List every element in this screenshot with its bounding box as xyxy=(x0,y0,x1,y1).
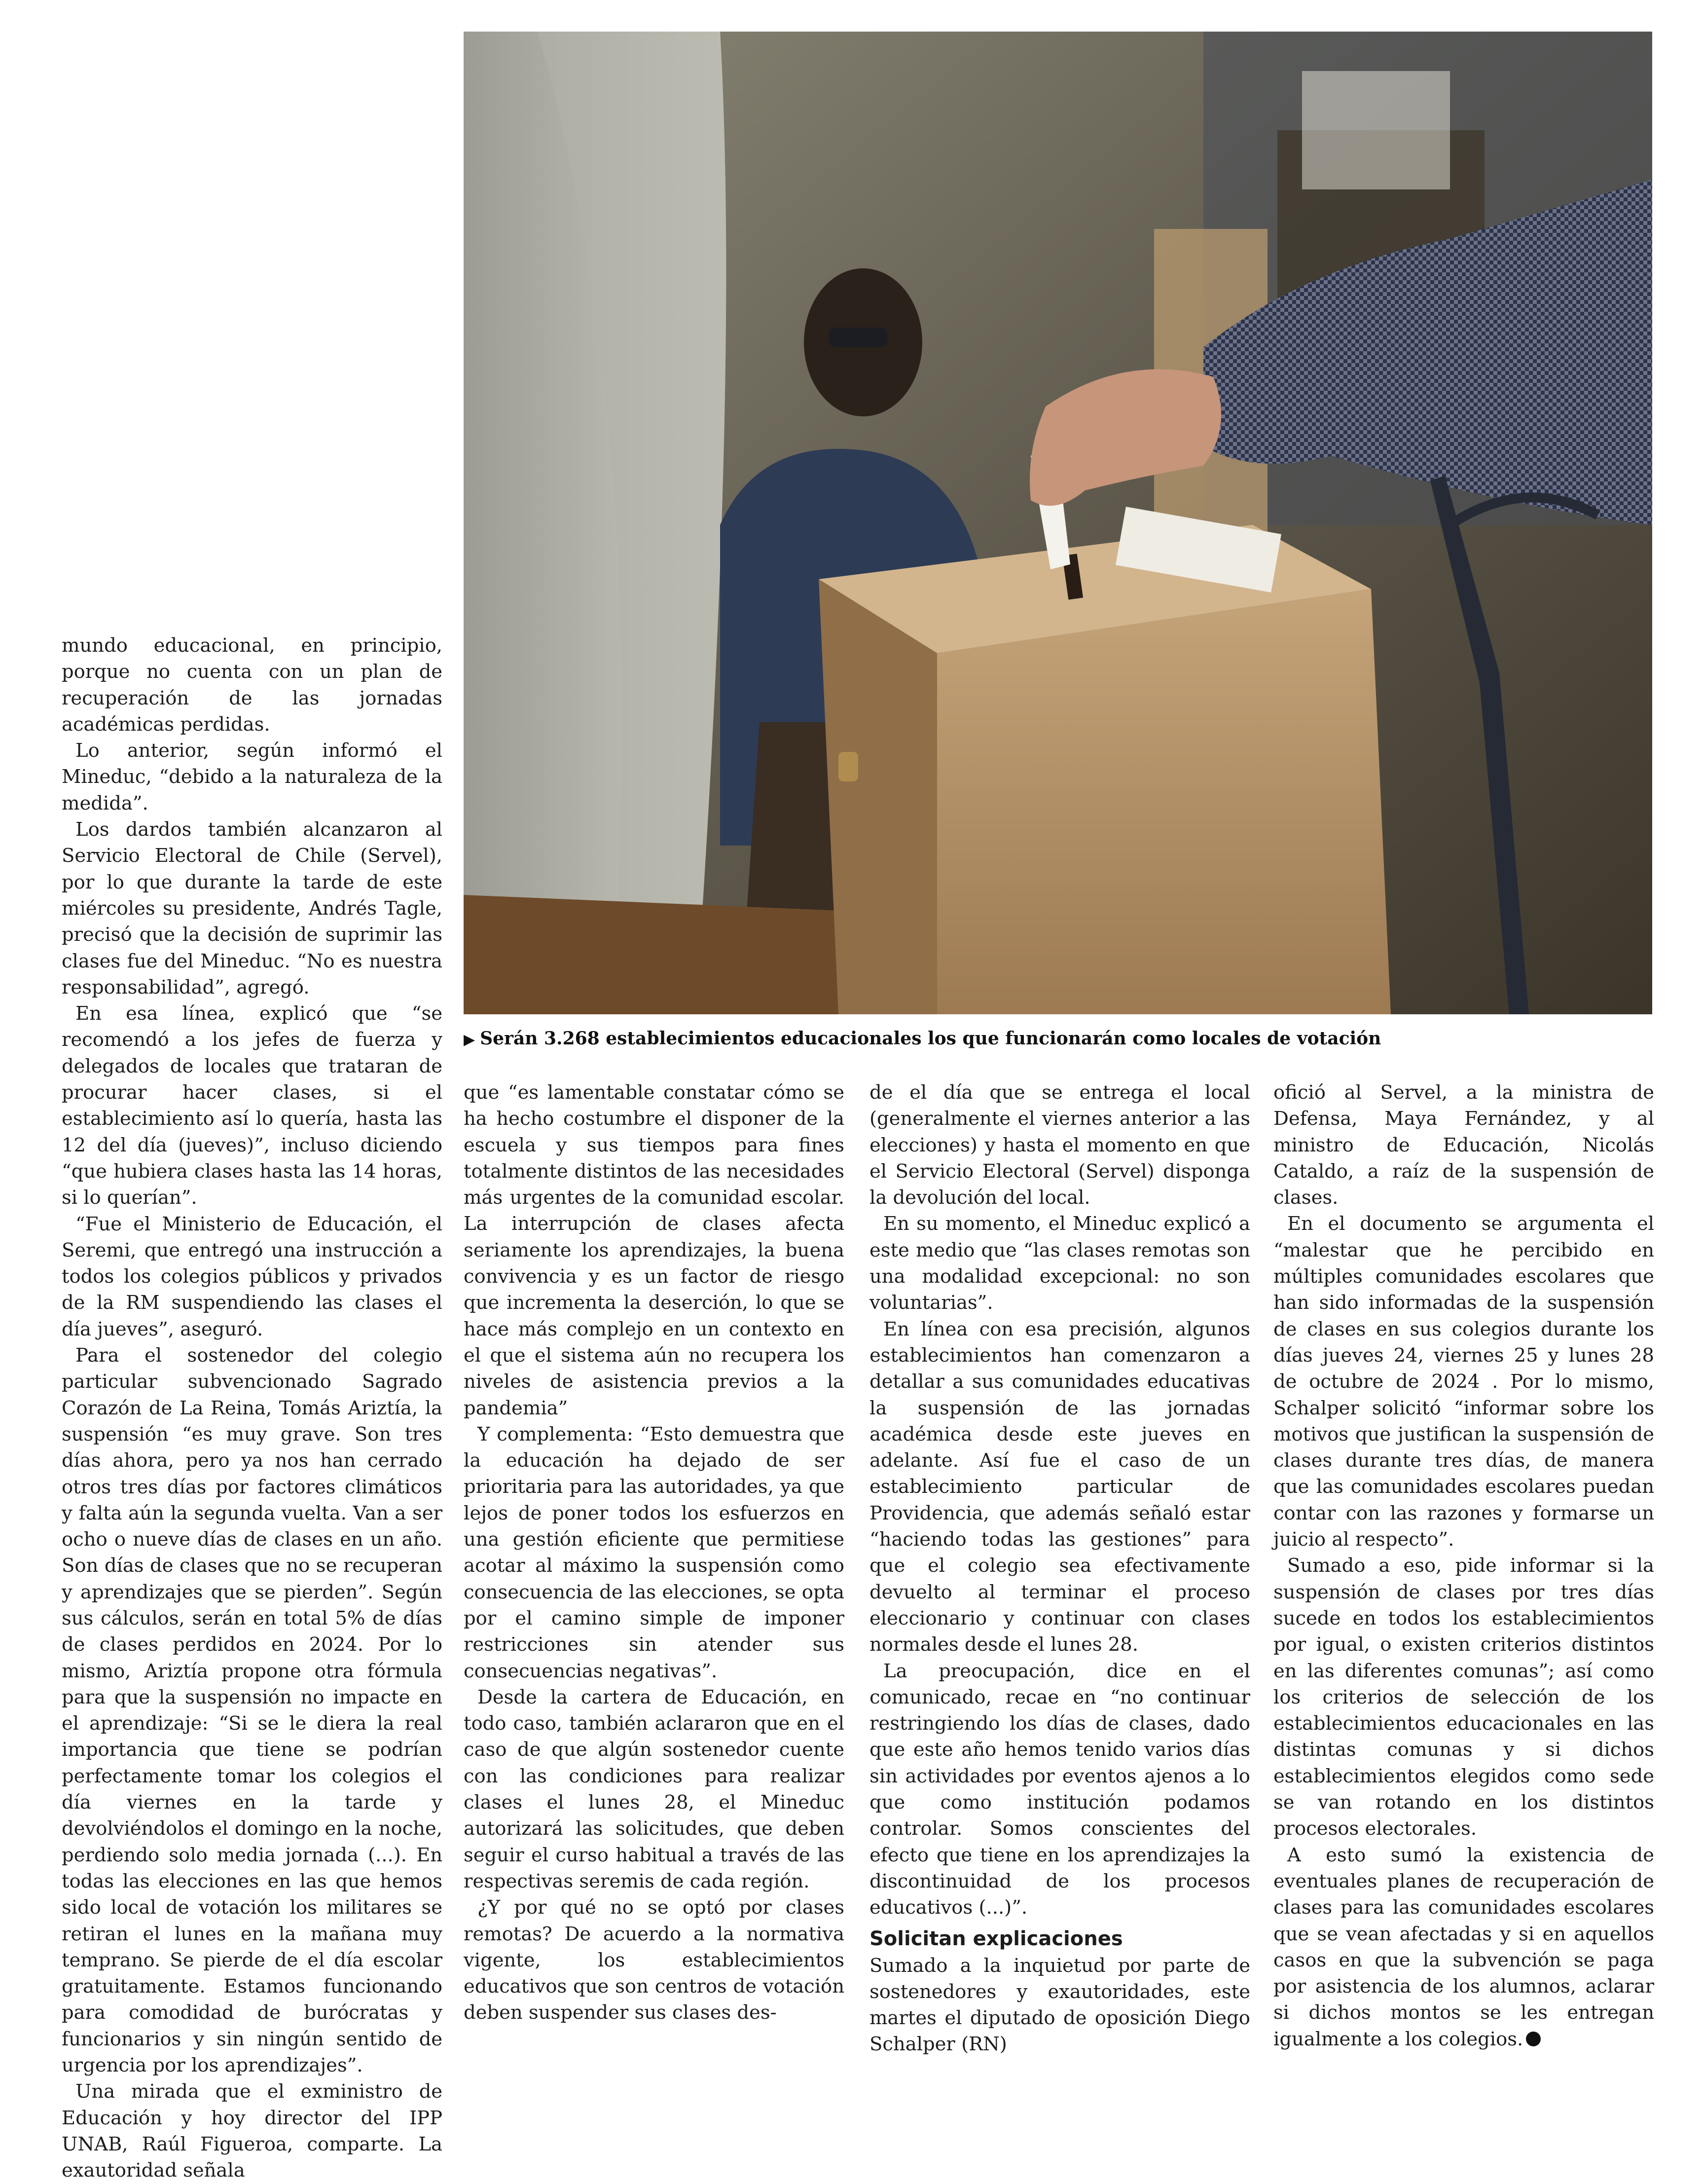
article-column-4 xyxy=(1273,1079,1654,2052)
article-paragraph: La preocupación, dice en el comunicado, recae en “no continuar restringiendo los días de clases, dado que este año hemos tenido varios días sin actividades por eventos ajenos a lo que como institución podamos controlar. Somos conscientes del efecto que tiene en los aprendizajes la discontinuidad de los procesos educativos (...)”. xyxy=(870,1660,1250,1919)
article-paragraph: En su momento, el Mineduc explicó a este medio que “las clases remotas son una modalidad excepcional: no son voluntarias”. xyxy=(870,1213,1250,1314)
article-paragraph: Desde la cartera de Educación, en todo caso, también aclararon que en el caso de que algún sostenedor cuente con las condiciones para realizar clases el lunes 28, el Mineduc autorizará las solicitudes, que deben seguir el curso habitual a través de las respectivas seremis de cada región. xyxy=(464,1686,844,1892)
photo-caption xyxy=(464,1026,1652,1052)
article-paragraph: En línea con esa precisión, algunos establecimientos han comenzaron a detallar a sus comunidades educativas la suspensión de las jornadas académica desde este jueves en adelante. Así fue el caso de un establecimiento particular de Providencia, que además señaló estar “haciendo todas las gestiones” para que el colegio sea efectivamente devuelto al terminar el proceso eleccionario y continuar con clases normales desde el lunes 28. xyxy=(870,1318,1250,1656)
article-paragraph: Sumado a la inquietud por parte de sostenedores y exautoridades, este martes el diputado de oposición Diego Schalper (RN) xyxy=(870,1954,1250,2056)
caption-triangle-icon: ▶ xyxy=(464,1031,475,1048)
article-paragraph: Lo anterior, según informó el Mineduc, “debido a la naturaleza de la medida”. xyxy=(62,740,442,814)
ballot-box-photo-icon xyxy=(464,32,1652,1014)
article-column-3 xyxy=(870,1079,1250,2058)
article-paragraph: ¿Y por qué no se optó por clases remotas? De acuerdo a la normativa vigente, los establecimientos educativos que son centros de votación deben suspender sus clases des- xyxy=(464,1896,844,2024)
article-paragraph: que “es lamentable constatar cómo se ha hecho costumbre el disponer de la escuela y sus tiempos para fines totalmente distintos de las necesidades más urgentes de la comunidad escolar. La interrupción de clases afecta seriamente los aprendizajes, la buena convivencia y es un factor de riesgo que incrementa la deserción, lo que se hace más complejo en un contexto en el que el sistema aún no recupera los niveles de asistencia previos a la pandemia” xyxy=(464,1081,844,1419)
article-paragraph: En el documento se argumenta el “malestar que he percibido en múltiples comunidades escolares que han sido informadas de la suspensión de clases en sus colegios durante los días jueves 24, viernes 25 y lunes 28 de octubre de 2024 . Por lo mismo, Schalper solicitó “informar sobre los motivos que justifican la suspensión de clases durante tres días, de manera que las comunidades escolares puedan contar con las razones y formarse un juicio al respecto”. xyxy=(1273,1213,1654,1551)
caption-text: Serán 3.268 establecimientos educacionales los que funcionarán como locales de votación xyxy=(480,1028,1381,1049)
article-paragraph: de el día que se entrega el local (generalmente el viernes anterior a las elecciones) y hasta el momento en que el Servicio Electoral (Servel) disponga la devolución del local. xyxy=(870,1081,1250,1209)
article-paragraph: A esto sumó la existencia de eventuales planes de recuperación de clases para las comunidades escolares que se vean afectadas y si en aquellos casos en que la subvención se paga por asistencia de los alumnos, aclarar si dichos montos se les entregan igualmente a los colegios. xyxy=(1273,1844,1654,2050)
article-paragraph: Y complementa: “Esto demuestra que la educación ha dejado de ser prioritaria para las autoridades, ya que lejos de poner todos los esfuerzos en una gestión eficiente que permitiese acotar al máximo la suspensión como consecuencia de las elecciones, se opta por el camino simple de imponer restricciones sin atender sus consecuencias negativas”. xyxy=(464,1423,844,1682)
article-paragraph: Una mirada que el exministro de Educación y hoy director del IPP UNAB, Raúl Figueroa, comparte. La exautoridad señala xyxy=(62,2080,442,2182)
article-column-2 xyxy=(464,1079,844,2026)
end-of-article-icon xyxy=(1526,2032,1541,2046)
article-column-1 xyxy=(62,632,442,2184)
article-paragraph: ofició al Servel, a la ministra de Defensa, Maya Fernández, y al ministro de Educación, Nicolás Cataldo, a raíz de la suspensión de clases. xyxy=(1273,1081,1654,1209)
article-photo xyxy=(464,32,1652,1014)
article-paragraph: Sumado a eso, pide informar si la suspensión de clases por tres días sucede en todos los establecimientos por igual, o existen criterios distintos en las diferentes comunas”; así como los criterios de selección de los establecimientos educacionales en las distintas comunas y si dichos establecimientos elegidos como sede se van rotando en los distintos procesos electorales. xyxy=(1273,1555,1654,1840)
article-paragraph: En esa línea, explicó que “se recomendó a los jefes de fuerza y delegados de locales que trataran de procurar hacer clases, si el establecimiento así lo quería, hasta las 12 del día (jueves)”, incluso diciendo “que hubiera clases hasta las 14 horas, si lo querían”. xyxy=(62,1002,442,1209)
article-paragraph: “Fue el Ministerio de Educación, el Seremi, que entregó una instrucción a todos los colegios públicos y privados de la RM suspendiendo las clases el día jueves”, aseguró. xyxy=(62,1213,442,1340)
article-paragraph: Los dardos también alcanzaron al Servicio Electoral de Chile (Servel), por lo que durante la tarde de este miércoles su presidente, Andrés Tagle, precisó que la decisión de suprimir las clases fue del Mineduc. “No es nuestra responsabilidad”, agregó. xyxy=(62,818,442,999)
section-heading: Solicitan explicaciones xyxy=(870,1927,1123,1950)
article-paragraph: mundo educacional, en principio, porque no cuenta con un plan de recuperación de las jornadas académicas perdidas. xyxy=(62,634,442,736)
article-paragraph: Para el sostenedor del colegio particular subvencionado Sagrado Corazón de La Reina, Tomás Ariztía, la suspensión “es muy grave. Son tres días ahora, pero ya nos han cerrado otros tres días por factores climáticos y falta aún la segunda vuelta. Van a ser ocho o nueve días de clases en un año. Son días de clases que no se recuperan y aprendizajes que se pierden”. Según sus cálculos, serán en total 5% de días de clases perdidos en 2024. Por lo mismo, Ariztía propone otra fórmula para que la suspensión no impacte en el aprendizaje: “Si se le diera la real importancia que tiene se podrían perfectamente tomar los colegios el día viernes en la tarde y devolviéndolos el domingo en la noche, perdiendo solo media jornada (...). En todas las elecciones en las que hemos sido local de votación los militares se retiran el lunes en la mañana muy temprano. Se pierde de el día escolar gratuitamente. Estamos funcionando para comodidad de burócratas y funcionarios y sin ningún sentido de urgencia por los aprendizajes”. xyxy=(62,1344,442,2077)
